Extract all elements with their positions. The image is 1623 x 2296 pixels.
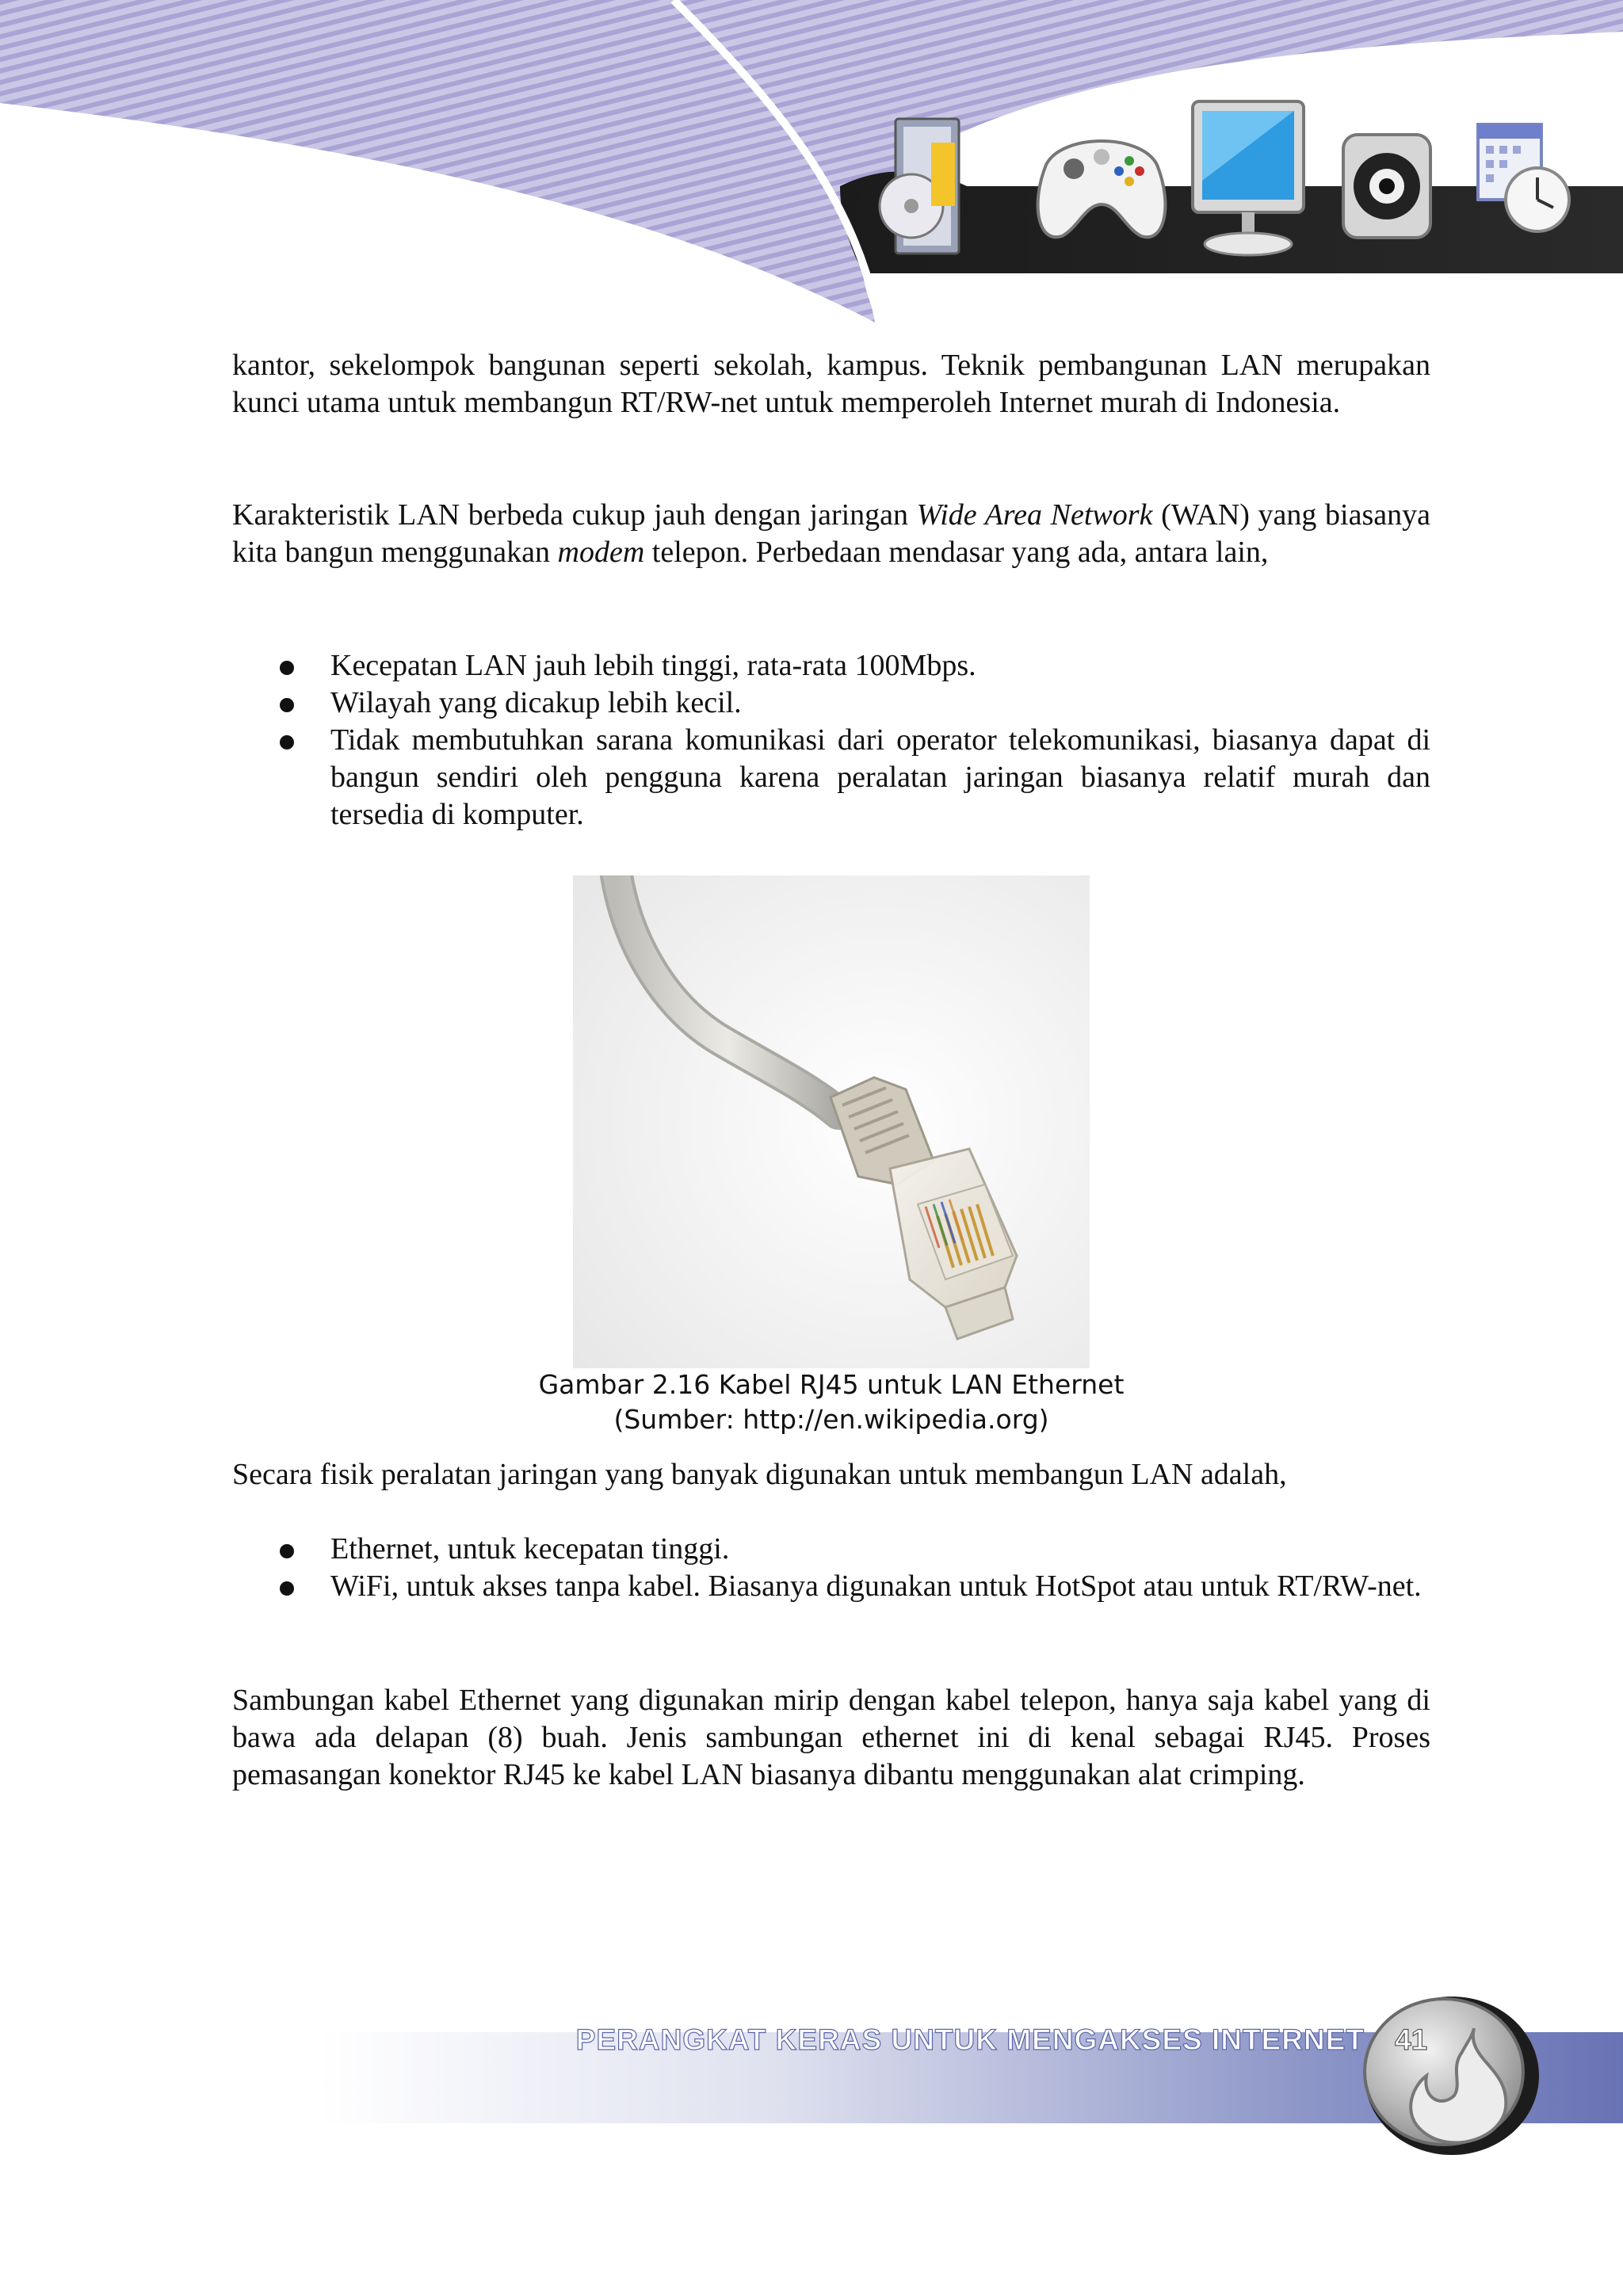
list-item <box>232 685 1430 722</box>
bullet-text: Wilayah yang dicakup lebih kecil. <box>330 686 742 719</box>
list-item <box>232 1568 1430 1605</box>
paragraph-4: Sambungan kabel Ethernet yang digunakan mirip dengan kabel telepon, hanya saja kabel yang di bawa ada delapan (8) buah. Jenis sambungan ethernet ini di kenal sebagai RJ45. Proses pemasangan konektor RJ45 ke kabel LAN biasanya dibantu menggunakan alat crimping. <box>232 1684 1430 1791</box>
bullet-text: Ethernet, untuk kecepatan tinggi. <box>330 1532 730 1566</box>
speaker-icon <box>1339 131 1434 242</box>
devices-bullet-list <box>232 1531 1430 1605</box>
bullet-dot-icon <box>280 1581 294 1596</box>
lan-bullet-list <box>232 647 1430 833</box>
paragraph-2-part-1: Karakteristik LAN berbeda cukup jauh dengan jaringan <box>232 498 917 532</box>
wan-term: Wide Area Network <box>916 498 1153 532</box>
list-item <box>232 722 1430 833</box>
body-ethernet-connector <box>232 1682 1430 1794</box>
paragraph-2-part-2: (WAN) yang biasanya kita bangun menggunakan <box>232 498 1430 569</box>
paragraph-2 <box>232 497 1430 571</box>
bullet-dot-icon <box>280 735 294 749</box>
bullet-dot-icon <box>280 1544 294 1558</box>
bullet-text: Kecepatan LAN jauh lebih tinggi, rata-rata 100Mbps. <box>330 649 976 682</box>
page-number: 41 <box>1395 2023 1428 2056</box>
bullet-text: Tidak membutuhkan sarana komunikasi dari operator telekomunikasi, biasanya dapat di bangun sendiri oleh pengguna karena peralatan jaringan biasanya relatif murah dan tersedia di komputer. <box>330 723 1430 831</box>
software-box-icon <box>876 111 971 261</box>
footer-chapter-title: PERANGKAT KERAS UNTUK MENGAKSES INTERNET <box>575 2023 1365 2056</box>
paragraph-1: kantor, sekelompok bangunan seperti sekolah, kampus. Teknik pembangunan LAN merupakan kunci utama untuk membangun RT/RW-net untuk memperoleh Internet murah di Indonesia. <box>232 349 1430 419</box>
bullet-dot-icon <box>280 661 294 675</box>
figure-caption-title: Gambar 2.16 Kabel RJ45 untuk LAN Ethernet <box>538 1369 1125 1400</box>
rj45-cable-photo <box>573 875 1090 1368</box>
footer-decoration <box>0 1997 1623 2163</box>
list-item <box>232 647 1430 685</box>
body-lan-characteristics <box>232 497 1430 571</box>
figure-caption-source: (Sumber: http://en.wikipedia.org) <box>613 1404 1049 1435</box>
paragraph-2-part-3: telepon. Perbedaan mendasar yang ada, antara lain, <box>644 536 1269 569</box>
bullet-text: WiFi, untuk akses tanpa kabel. Biasanya digunakan untuk HotSpot atau untuk RT/RW-net. <box>330 1569 1422 1603</box>
body-devices-intro <box>232 1456 1430 1493</box>
paragraph-3: Secara fisik peralatan jaringan yang banyak digunakan untuk membangun LAN adalah, <box>232 1458 1287 1491</box>
figure-caption <box>232 1367 1430 1437</box>
monitor-icon <box>1185 93 1312 260</box>
body-top <box>232 347 1430 421</box>
bullet-dot-icon <box>280 698 294 712</box>
lan-bullet-list-wrap <box>232 647 1430 833</box>
devices-bullet-list-wrap <box>232 1531 1430 1605</box>
game-controller-icon <box>1030 117 1173 252</box>
calendar-clock-icon <box>1474 120 1573 239</box>
list-item <box>232 1531 1430 1568</box>
modem-term: modem <box>557 536 645 569</box>
